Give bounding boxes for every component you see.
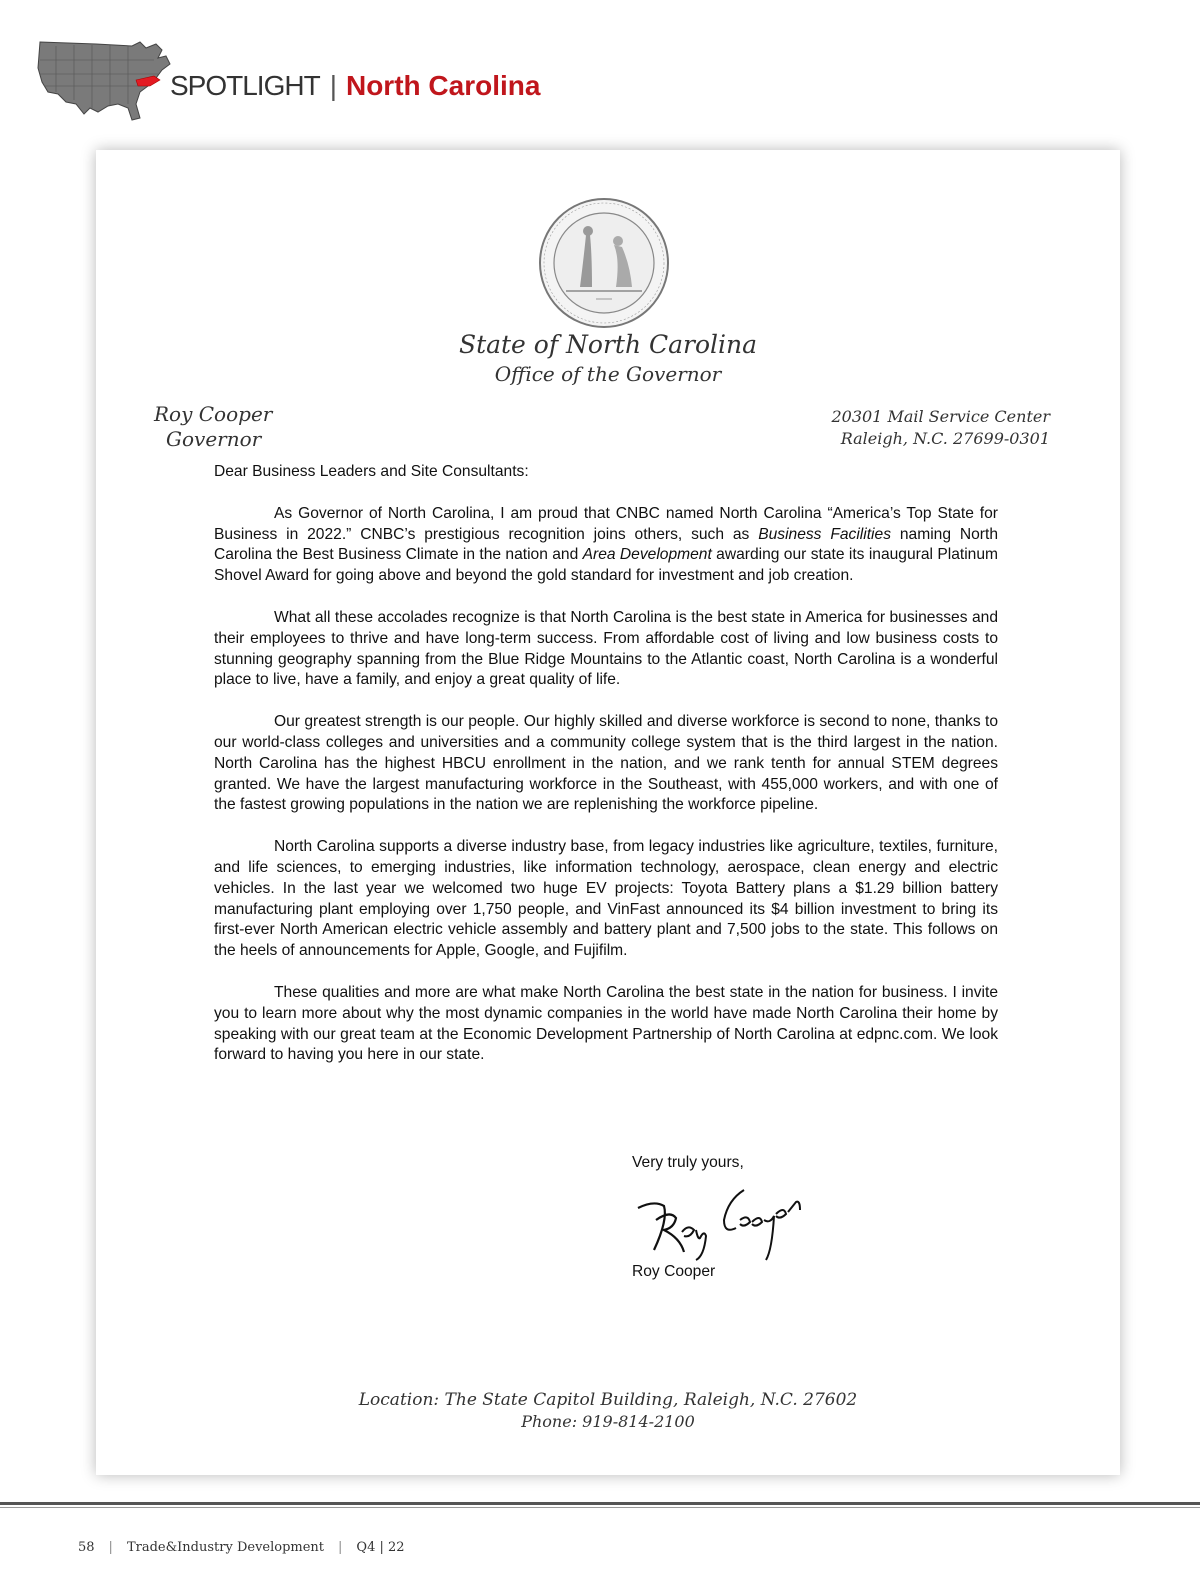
location-line: Location: The State Capitol Building, Raleigh, N.C. 27602: [358, 1390, 858, 1410]
paragraph-5: These qualities and more are what make North Carolina the best state in the nation for business. I invite you to learn more about why the most dynamic companies in the world have made North Carolina their home by speaking with our great team at the Economic Development Partnership of North Carolina at edpnc.com. We look forward to having you here in our state.: [214, 983, 998, 1064]
letter-sheet: [96, 150, 1120, 1475]
signer-name: Roy Cooper: [632, 1263, 716, 1280]
section-title: [170, 70, 540, 102]
p1-text-b: naming North Carolina the Best Business Climate in the nation and: [214, 525, 998, 564]
governor-name: Roy Cooper: [154, 402, 273, 426]
footer-rule: [0, 1502, 1200, 1505]
letterhead-state: State of North Carolina: [458, 330, 758, 359]
salutation: Dear Business Leaders and Site Consultants:: [214, 463, 529, 480]
footer-separator-1: |: [108, 1540, 113, 1555]
state-label: North Carolina: [345, 70, 541, 101]
closing: Very truly yours,: [632, 1154, 744, 1171]
paragraph-4: North Carolina supports a diverse industry base, from legacy industries like agriculture, textiles, furniture, and life sciences, to emerging industries, like information technology, aerospace, clean energy and electric vehicles. In the last year we welcomed two huge EV projects: Toyota Battery plans a $1.29 billion battery manufacturing plant employing over 1,750 people, and VinFast announced its $4 billion investment to bring its first-ever North American electric vehicle assembly and battery plant and 7,500 jobs to the state. This follows on the heels of announcements for Apple, Google, and Fujifilm.: [214, 838, 998, 960]
section-label: SPOTLIGHT: [170, 70, 320, 101]
address-line-1: 20301 Mail Service Center: [831, 407, 1050, 426]
phone-line: Phone: 919-814-2100: [521, 1412, 695, 1431]
paragraph-3: Our greatest strength is our people. Our highly skilled and diverse workforce is second to none, thanks to our world-class colleges and universities and a community college system that is the third largest in the nation. North Carolina has the highest HBCU enrollment in the nation, and we rank tenth for annual STEM degrees granted. We have the largest manufacturing workforce in the Southeast, with 455,000 workers, and with one of the fastest growing populations in the nation we are replenishing the workforce pipeline.: [214, 713, 998, 814]
page-number: 58: [78, 1540, 95, 1555]
usa-map-icon: [36, 34, 176, 124]
state-seal-icon: [536, 195, 672, 331]
publication-name: Trade&Industry Development: [126, 1540, 325, 1555]
footer-separator-2: |: [338, 1540, 343, 1555]
page-footer: [78, 1540, 405, 1555]
signature-icon: [624, 1180, 824, 1262]
letter-body: [214, 462, 998, 1087]
governor-title: Governor: [166, 427, 262, 451]
mail-address: [831, 406, 1050, 450]
paragraph-2: What all these accolades recognize is that North Carolina is the best state in America for businesses and their employees to thrive and have long-term success. From affordable cost of living and low business costs to stunning geography spanning from the Blue Ridge Mountains to the Atlantic coast, North Carolina is a wonderful place to live, have a family, and enjoy a great quality of life.: [214, 608, 998, 689]
letterhead-office: Office of the Governor: [494, 362, 722, 386]
footer-rule-thin: [0, 1507, 1200, 1508]
governor-block: [154, 402, 272, 452]
issue-label: Q4 | 22: [356, 1540, 405, 1555]
address-line-2: Raleigh, N.C. 27699-0301: [840, 429, 1050, 448]
p1-emphasis-2: Area Development: [582, 546, 712, 564]
section-separator: |: [329, 70, 336, 101]
paragraph-1: [214, 504, 998, 587]
p1-text-a: As Governor of North Carolina, I am proud that CNBC named North Carolina “America’s Top State for Business in 2022.” CNBC’s prestigious recognition joins others, such as: [214, 504, 998, 543]
page-header: [0, 0, 1200, 140]
p1-text-c: awarding our state its inaugural Platinum Shovel Award for going above and beyond the gold standard for investment and job creation.: [214, 546, 998, 585]
p1-emphasis-1: Business Facilities: [758, 525, 891, 543]
